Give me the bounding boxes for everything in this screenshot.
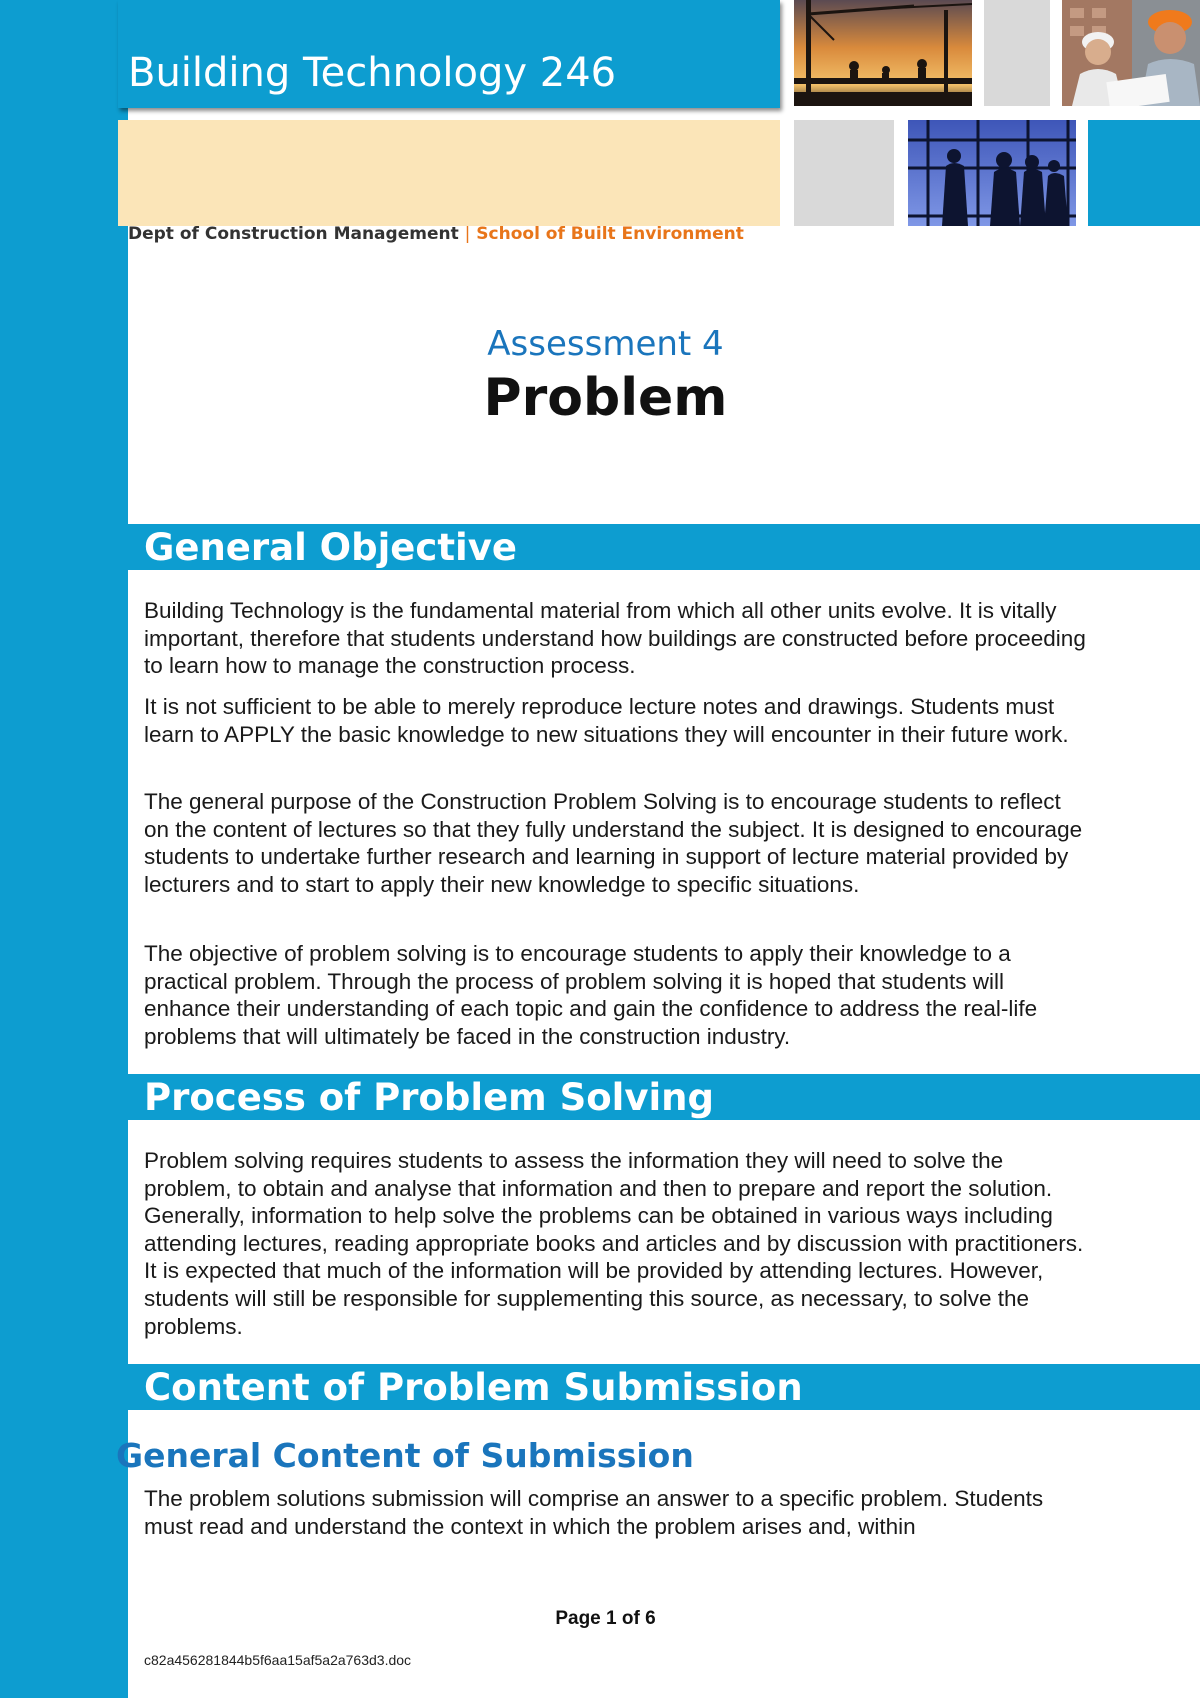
- section-heading: Process of Problem Solving: [144, 1076, 714, 1119]
- gray-tile: [794, 120, 894, 226]
- section-heading: General Objective: [144, 526, 517, 569]
- school-name: School of Built Environment: [476, 224, 744, 244]
- paragraph: Problem solving requires students to assess the information they will need to solve the problem, to obtain and analyse that information and then to prepare and report the solution. Generally, information to help solve the problems can be obtained in various ways including attending lectures, reading appropriate books and articles and by discussion with practitioners. It is expected that much of the information will be provided by attending lectures. However, students will still be responsible for supplementing this source, as necessary, to solve the problems.: [144, 1148, 1084, 1339]
- document-title: Problem: [483, 368, 728, 428]
- department-line: [128, 224, 744, 244]
- gray-tile: [984, 0, 1050, 106]
- assessment-label: Assessment 4: [487, 324, 724, 364]
- paragraph: The problem solutions submission will comprise an answer to a specific problem. Students must read and understand the context in which the problem arises and, within: [144, 1486, 1044, 1539]
- department-name: Dept of Construction Management: [128, 224, 459, 244]
- section-band: [128, 1074, 1200, 1120]
- section-band: [128, 1364, 1200, 1410]
- separator: |: [464, 224, 471, 244]
- scaffold-silhouette-photo: [908, 120, 1076, 226]
- course-title: Building Technology 246: [128, 50, 617, 96]
- subsection-heading: General Content of Submission: [116, 1436, 694, 1475]
- paragraph: It is not sufficient to be able to merely reproduce lecture notes and drawings. Students must learn to APPLY the basic knowledge to new situations they will encounter in their future work.: [144, 694, 1069, 747]
- section-band: [128, 524, 1200, 570]
- paragraph: The general purpose of the Construction Problem Solving is to encourage students to reflect on the content of lectures so that they fully understand the subject. It is designed to encourage students to undertake further research and learning in support of lecture material provided by lecturers and to start to apply their new knowledge to specific situations.: [144, 789, 1083, 897]
- left-accent-bar: [0, 0, 128, 1698]
- paragraph: The objective of problem solving is to encourage students to apply their knowledge to a practical problem. Through the process of problem solving it is hoped that students will enhance their understanding of each topic and gain the confidence to address the real-life problems that will ultimately be faced in the construction industry.: [144, 941, 1038, 1049]
- paragraph: Building Technology is the fundamental material from which all other units evolve. It is vitally important, therefore that students understand how buildings are constructed before proceeding to learn how to manage the construction process.: [144, 598, 1086, 679]
- file-name: c82a456281844b5f6aa15af5a2a763d3.doc: [144, 1652, 412, 1668]
- crane-sunset-photo: [794, 0, 972, 106]
- header-cream-panel: [118, 120, 780, 226]
- section-heading: Content of Problem Submission: [144, 1366, 803, 1409]
- page-number: Page 1 of 6: [555, 1608, 656, 1629]
- engineers-photo: [1062, 0, 1200, 106]
- blue-tile: [1088, 120, 1200, 226]
